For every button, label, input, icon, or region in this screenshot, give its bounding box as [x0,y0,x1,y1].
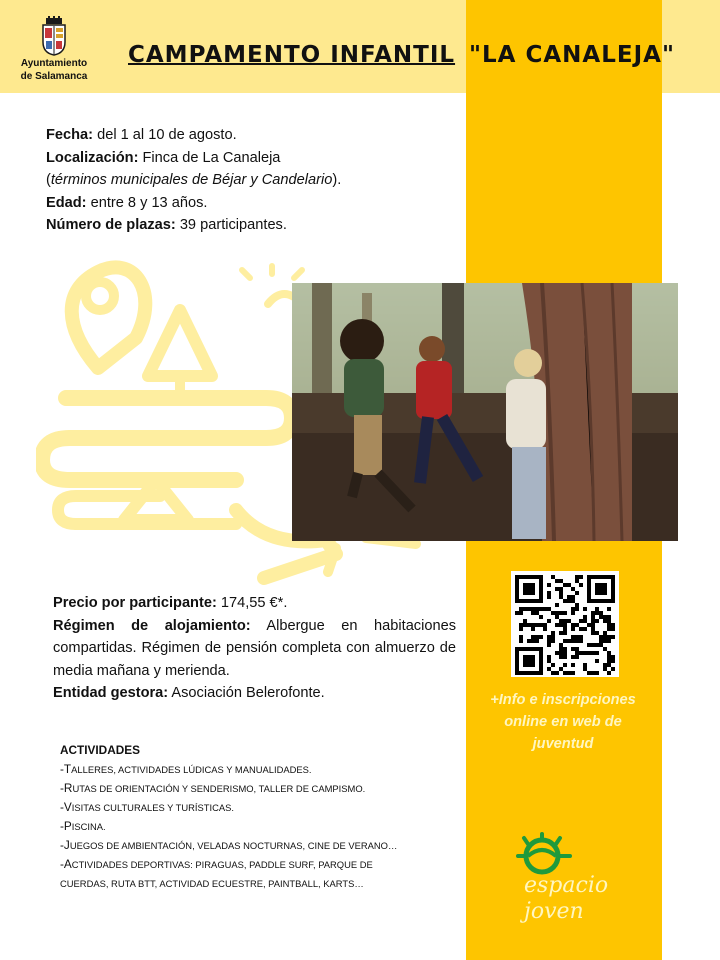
precio-value: 174,55 €*. [216,595,288,611]
fecha-label: Fecha: [46,127,94,143]
terminos-line [46,169,446,192]
entidad-line [53,682,456,705]
activities-list [60,741,460,893]
qr-code[interactable] [511,571,619,677]
edad-line [46,192,446,215]
coat-of-arms-icon [41,16,67,56]
activity-initial: -R [60,781,73,795]
activity-item [60,779,460,798]
activity-item [60,760,460,779]
activity-text: ISCINA. [71,821,106,832]
activity-text: CUERDAS, RUTA BTT, ACTIVIDAD ECUESTRE, PAINTBALL, KARTS… [60,878,364,889]
activity-initial: -T [60,762,72,776]
camp-details [46,124,446,237]
city-crest [14,16,94,82]
edad-value: entre 8 y 13 años. [86,194,208,211]
espacio-joven-logo [510,830,620,930]
children-playing-photo [292,283,678,541]
activity-text: UEGOS DE AMBIENTACIÓN, VELADAS NOCTURNAS, CINE DE VERANO… [69,840,398,851]
edad-label: Edad: [46,194,87,211]
page-title [128,42,675,68]
web-info-line3: juventud [532,736,594,752]
terminos-close: ). [332,172,342,188]
activity-initial: -J [60,838,70,852]
web-info-text[interactable] [470,689,656,755]
activity-initial: -A [60,857,72,871]
localizacion-label: Localización: [46,149,139,166]
web-info-line1: +Info e inscripciones [490,692,636,708]
precio-label: Precio por participante: [53,595,217,611]
title-part1: CAMPAMENTO INFANTIL [128,42,456,68]
entidad-label: Entidad gestora: [53,685,169,701]
entidad-value: Asociación Belerofonte. [168,685,325,701]
activity-text: ALLERES, ACTIVIDADES LÚDICAS Y MANUALIDADES. [71,764,312,775]
web-info-line2: online en web de [504,714,622,730]
activity-item [60,798,460,817]
fecha-line [46,124,446,147]
activity-initial: -V [60,800,72,814]
precio-line [53,592,456,615]
qr-code-icon [511,571,619,677]
plazas-line [46,214,446,237]
activity-item [60,855,460,874]
activities-heading: ACTIVIDADES [60,743,140,757]
activity-item [60,874,460,893]
activity-item [60,836,460,855]
regimen-line [53,615,456,683]
regimen-value: Albergue en habitaciones compartidas. Régimen de pensión completa con almuerzo de media mañana y merienda. [53,617,456,679]
activity-initial: -P [60,819,72,833]
fecha-value: del 1 al 10 de agosto. [93,127,237,143]
activity-text: UTAS DE ORIENTACIÓN Y SENDERISMO, TALLER DE CAMPISMO. [72,783,366,794]
localizacion-line [46,147,446,170]
plazas-label: Número de plazas: [46,217,176,233]
activity-text: CTIVIDADES DEPORTIVAS: PIRAGUAS, PADDLE SURF, PARQUE DE [71,859,373,870]
activity-item [60,817,460,836]
activity-text: ISITAS CULTURALES Y TURÍSTICAS. [71,802,234,813]
pricing-details [53,592,456,705]
title-part2: "LA CANALEJA" [469,42,675,68]
localizacion-value: Finca de La Canaleja [138,149,281,166]
terminos-text: términos municipales de Béjar y Candelario [50,172,333,188]
regimen-label: Régimen de alojamiento: [53,617,251,634]
terminos-open: ( [46,172,51,188]
org-name-line1: Ayuntamiento [20,58,88,69]
logo-line1: espacio [524,873,609,898]
plazas-value: 39 participantes. [175,217,287,233]
logo-line2: joven [524,899,584,924]
org-name-line2: de Salamanca [20,71,88,82]
